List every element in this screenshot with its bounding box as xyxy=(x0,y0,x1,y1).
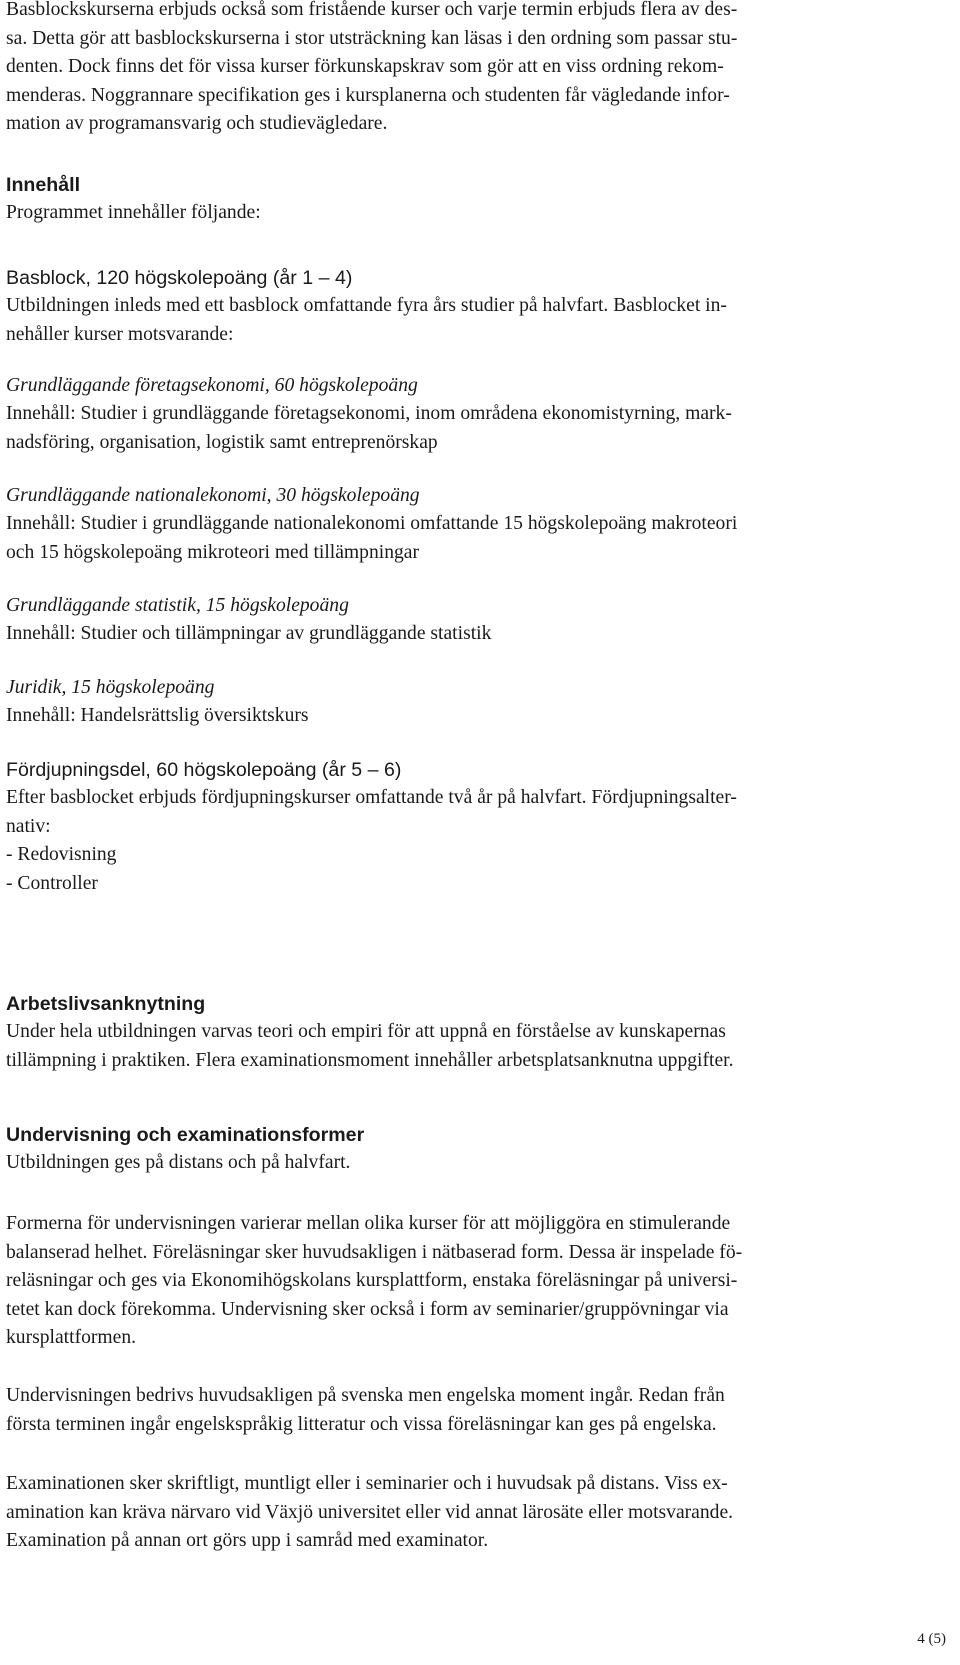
undervisning-line: Examinationen sker skriftligt, muntligt eller i seminarier och i huvudsak på distans. Viss ex- xyxy=(6,1473,728,1494)
basblock-paragraph xyxy=(6,292,727,349)
course-line: nadsföring, organisation, logistik samt entreprenörskap xyxy=(6,431,438,453)
undervisning-line: första terminen ingår engelskspråkig litteratur och vissa föreläsningar kan ges på engelska. xyxy=(6,1413,717,1435)
course-line: Innehåll: Studier och tillämpningar av grundläggande statistik xyxy=(6,623,492,644)
intro-line: Basblockskurserna erbjuds också som fristående kurser och varje termin erbjuds flera av des- xyxy=(6,0,738,20)
fordjupning-line: - Redovisning xyxy=(6,844,117,866)
intro-line: menderas. Noggrannare specifikation ges i kursplanerna och studenten får vägledande infor- xyxy=(6,84,730,106)
undervisning-line: reläsningar och ges via Ekonomihögskolans kursplattform, enstaka föreläsningar på universi- xyxy=(6,1270,738,1292)
innehall-text: Programmet innehåller följande: xyxy=(6,202,261,223)
fordjupning-line: nativ: xyxy=(6,815,51,837)
undervisning-line: balanserad helhet. Föreläsningar sker huvudsakligen i nätbaserad form. Dessa är inspelade fö- xyxy=(6,1241,743,1263)
undervisning-paragraph xyxy=(6,1382,725,1439)
course-title: Grundläggande företagsekonomi, 60 högskolepoäng xyxy=(6,375,418,396)
course-title: Grundläggande statistik, 15 högskolepoäng xyxy=(6,595,349,616)
undervisning-paragraph xyxy=(6,1210,742,1353)
basblock-line: Utbildningen inleds med ett basblock omfattande fyra års studier på halvfart. Basblocket in- xyxy=(6,295,727,316)
course-description xyxy=(6,400,732,457)
undervisning-paragraph xyxy=(6,1470,733,1556)
intro-line: mation av programansvarig och studievägledare. xyxy=(6,113,388,135)
section-heading-undervisning: Undervisning och examinationsformer xyxy=(6,1124,365,1146)
undervisning-line: Undervisningen bedrivs huvudsakligen på svenska men engelska moment ingår. Redan från xyxy=(6,1385,725,1406)
undervisning-line: Formerna för undervisningen varierar mellan olika kurser för att möjliggöra en stimulerande xyxy=(6,1213,731,1234)
course-line: och 15 högskolepoäng mikroteori med tillämpningar xyxy=(6,541,420,563)
fordjupning-line: Efter basblocket erbjuds fördjupningskurser omfattande två år på halvfart. Fördjupningsalter- xyxy=(6,787,737,808)
page-number: 4 (5) xyxy=(917,1631,946,1647)
undervisning-line: Examination på annan ort görs upp i samråd med examinator. xyxy=(6,1530,489,1552)
course-description xyxy=(6,702,309,731)
intro-line: denten. Dock finns det för vissa kurser förkunskapskrav som gör att en viss ordning rekom- xyxy=(6,56,724,78)
fordjupning-line: - Controller xyxy=(6,872,98,894)
course-line: Innehåll: Handelsrättslig översiktskurs xyxy=(6,705,309,726)
fordjupning-paragraph xyxy=(6,784,737,898)
intro-paragraph xyxy=(6,0,737,139)
course-description xyxy=(6,620,491,649)
arbetsliv-line: Under hela utbildningen varvas teori och empiri för att uppnå en förståelse av kunskapernas xyxy=(6,1021,726,1042)
basblock-heading: Basblock, 120 högskolepoäng (år 1 – 4) xyxy=(6,267,353,289)
undervisning-line: kursplattformen. xyxy=(6,1327,137,1349)
course-description xyxy=(6,510,737,567)
course-line: Innehåll: Studier i grundläggande företagsekonomi, inom områdena ekonomistyrning, mark- xyxy=(6,403,732,424)
course-title: Grundläggande nationalekonomi, 30 högskolepoäng xyxy=(6,485,420,506)
arbetsliv-paragraph xyxy=(6,1018,734,1075)
course-line: Innehåll: Studier i grundläggande nationalekonomi omfattande 15 högskolepoäng makroteori xyxy=(6,513,738,534)
undervisning-line: tetet kan dock förekomma. Undervisning sker också i form av seminarier/gruppövningar via xyxy=(6,1298,729,1320)
course-title: Juridik, 15 högskolepoäng xyxy=(6,677,215,698)
undervisning-line: Utbildningen ges på distans och på halvfart. xyxy=(6,1152,351,1173)
section-heading-innehall: Innehåll xyxy=(6,174,81,196)
section-heading-arbetsliv: Arbetslivsanknytning xyxy=(6,993,206,1015)
undervisning-line: amination kan kräva närvaro vid Växjö universitet eller vid annat lärosäte eller motsvarande. xyxy=(6,1501,734,1523)
intro-line: sa. Detta gör att basblockskurserna i stor utsträckning kan läsas i den ordning som passar stu- xyxy=(6,27,738,49)
basblock-line: nehåller kurser motsvarande: xyxy=(6,323,234,345)
fordjupning-heading: Fördjupningsdel, 60 högskolepoäng (år 5 – 6) xyxy=(6,759,402,781)
undervisning-paragraph xyxy=(6,1149,350,1178)
arbetsliv-line: tillämpning i praktiken. Flera examinationsmoment innehåller arbetsplatsanknutna uppgifter. xyxy=(6,1049,734,1071)
